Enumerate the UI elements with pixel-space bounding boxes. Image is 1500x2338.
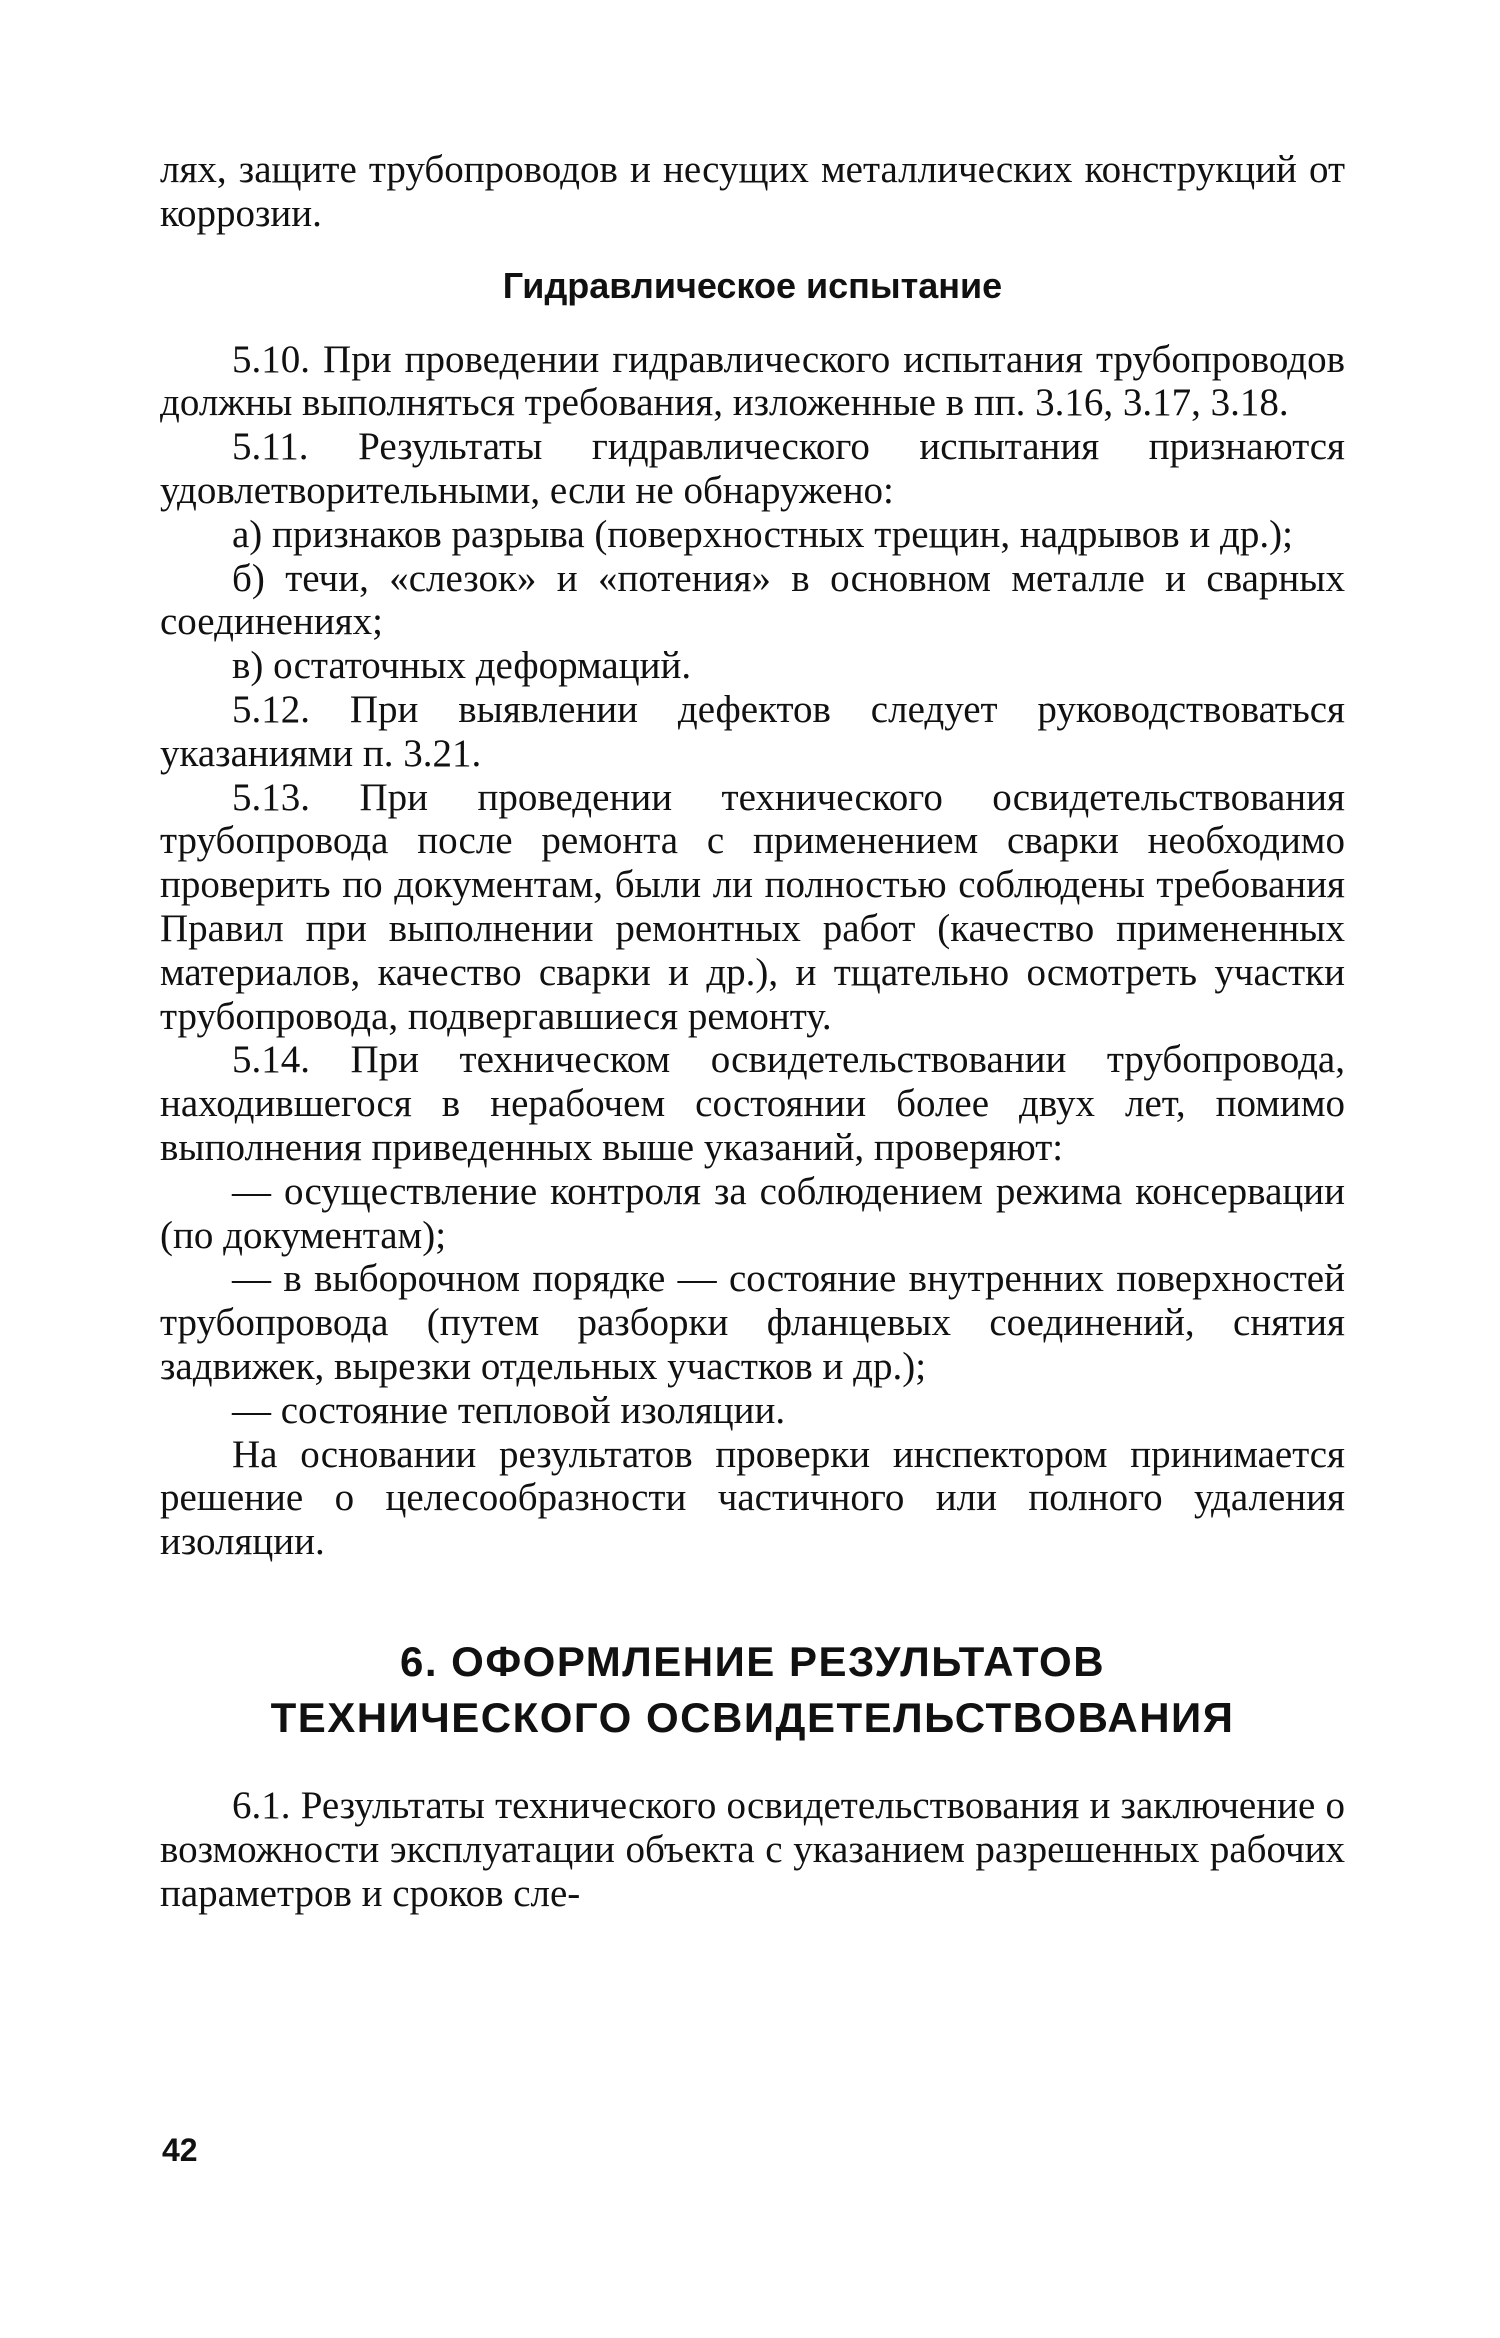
dash-item-conservation: — осуществление контроля за соблюдением режима консервации (по документам); xyxy=(160,1169,1345,1257)
paragraph-5-10: 5.10. При проведении гидравлического испытания трубопроводов должны выполняться требования, изложенные в пп. 3.16, 3.17, 3.18. xyxy=(160,337,1345,425)
dash-item-inner-surfaces: — в выборочном порядке — состояние внутренних поверхностей трубопровода (путем разборки фланцевых соединений, снятия задвижек, вырезки отдельных участков и др.); xyxy=(160,1257,1345,1388)
paragraph-5-12: 5.12. При выявлении дефектов следует руководствоваться указаниями п. 3.21. xyxy=(160,687,1345,775)
paragraph-5-14: 5.14. При техническом освидетельствовании трубопровода, находившегося в нерабочем состоянии более двух лет, помимо выполнения приведенных выше указаний, проверяют: xyxy=(160,1038,1345,1169)
section-heading-line2: ТЕХНИЧЕСКОГО ОСВИДЕТЕЛЬСТВОВАНИЯ xyxy=(270,1693,1235,1741)
section-heading xyxy=(160,1634,1345,1746)
page-body xyxy=(160,148,1345,1915)
paragraph-insulation-decision: На основании результатов проверки инспектором принимается решение о целесообразности частичного или полного удаления изоляции. xyxy=(160,1432,1345,1564)
paragraph-6-1: 6.1. Результаты технического освидетельствования и заключение о возможности эксплуатации объекта с указанием разрешенных рабочих параметров и сроков сле- xyxy=(160,1783,1345,1915)
section-heading-line1: 6. ОФОРМЛЕНИЕ РЕЗУЛЬТАТОВ xyxy=(399,1637,1106,1685)
page-number: 42 xyxy=(162,2132,198,2168)
list-item-v: в) остаточных деформаций. xyxy=(232,644,692,688)
intro-paragraph: лях, защите трубопроводов и несущих металлических конструкций от коррозии. xyxy=(160,148,1345,235)
paragraph-5-13: 5.13. При проведении технического освидетельствования трубопровода после ремонта с применением сварки необходимо проверить по документам, были ли полностью соблюдены требования Правил при выполнении ремонтных работ (качество примененных материалов, качество сварки и др.), и тщательно осмотреть участки трубопровода, подвергавшиеся ремонту. xyxy=(160,775,1345,1038)
paragraph-5-11: 5.11. Результаты гидравлического испытания признаются удовлетворительными, если не обнаружено: xyxy=(160,425,1345,512)
subheading: Гидравлическое испытание xyxy=(502,264,1003,306)
list-item-a: а) признаков разрыва (поверхностных трещин, надрывов и др.); xyxy=(232,512,1293,556)
dash-item-insulation: — состояние тепловой изоляции. xyxy=(232,1388,786,1432)
list-item-b: б) течи, «слезок» и «потения» в основном металле и сварных соединениях; xyxy=(160,556,1345,644)
